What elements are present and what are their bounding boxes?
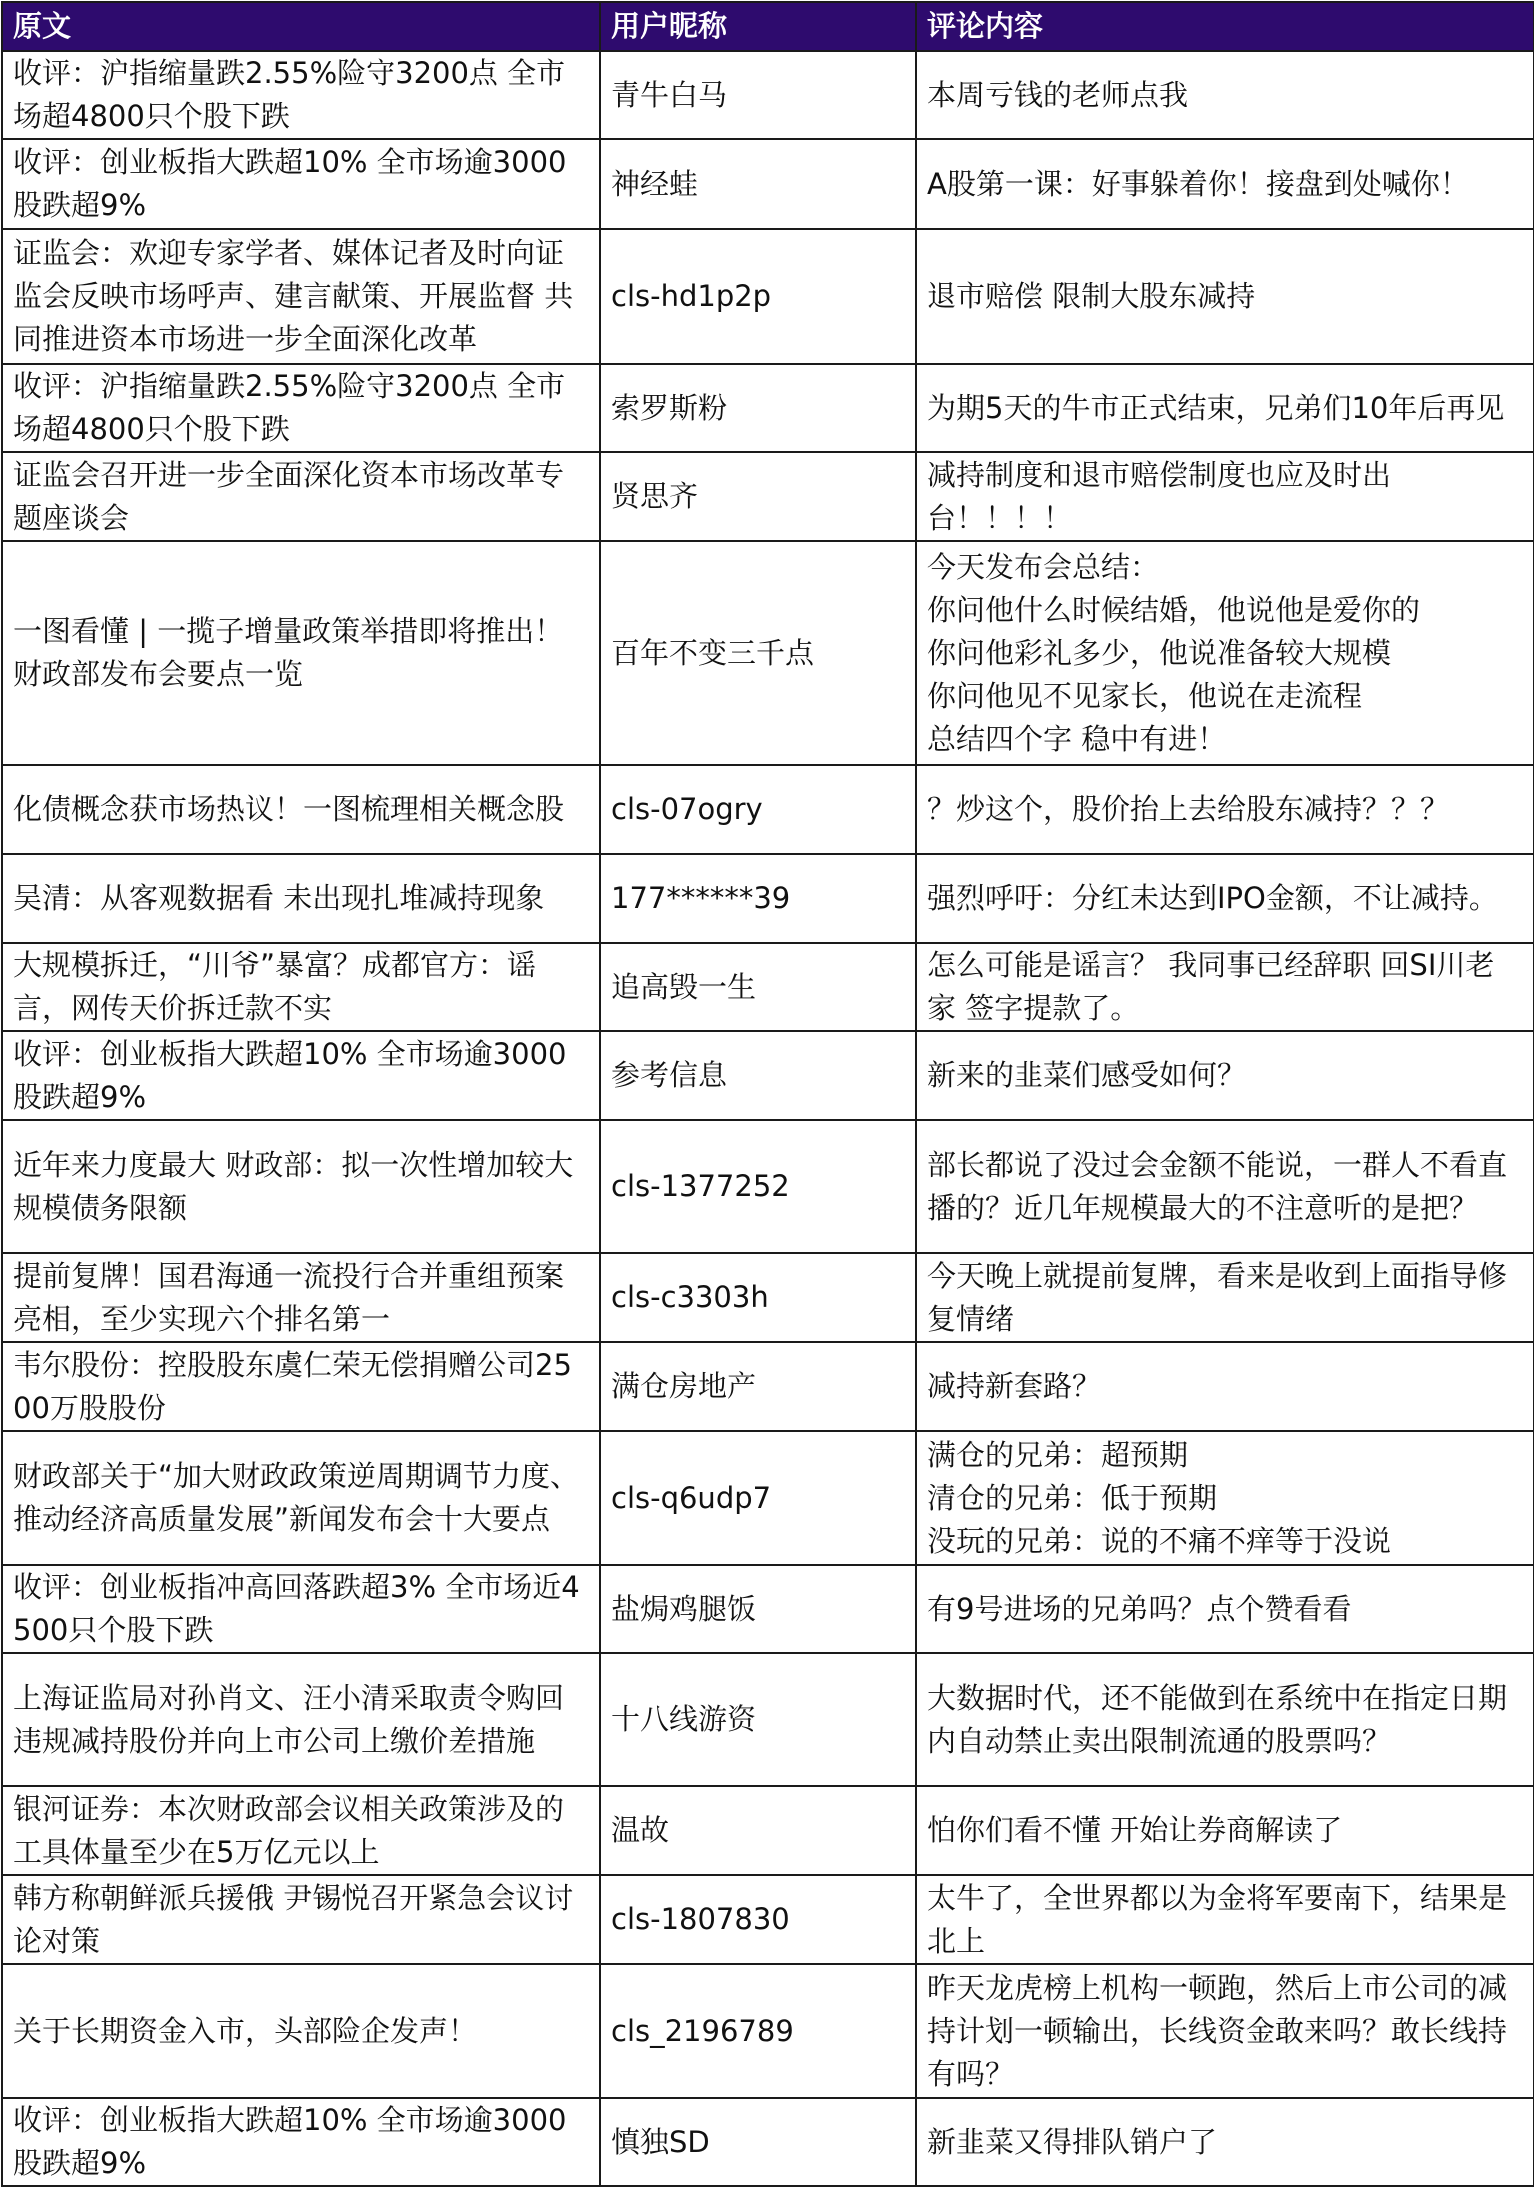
table-row: [2, 2098, 1534, 2186]
table-row: [2, 1565, 1534, 1653]
table-body: [2, 51, 1534, 2186]
table-row: [2, 364, 1534, 452]
comment-cell: 本周亏钱的老师点我: [916, 51, 1534, 139]
original-cell: 证监会召开进一步全面深化资本市场改革专题座谈会: [2, 452, 600, 541]
comment-cell: 为期5天的牛市正式结束，兄弟们10年后再见: [916, 364, 1534, 452]
comment-cell: 有9号进场的兄弟吗？点个赞看看: [916, 1565, 1534, 1653]
original-cell: 上海证监局对孙肖文、汪小清采取责令购回违规减持股份并向上市公司上缴价差措施: [2, 1653, 600, 1786]
user-cell: 温故: [600, 1786, 916, 1875]
user-cell: 追高毁一生: [600, 943, 916, 1031]
original-cell: 收评：沪指缩量跌2.55%险守3200点 全市场超4800只个股下跌: [2, 364, 600, 452]
original-cell: 收评：创业板指冲高回落跌超3% 全市场近4500只个股下跌: [2, 1565, 600, 1653]
comment-cell: ？炒这个，股价抬上去给股东减持？？？: [916, 765, 1534, 854]
table-row: [2, 1875, 1534, 1964]
user-cell: 慎独SD: [600, 2098, 916, 2186]
original-cell: 财政部关于“加大财政政策逆周期调节力度、推动经济高质量发展”新闻发布会十大要点: [2, 1431, 600, 1565]
original-cell: 近年来力度最大 财政部：拟一次性增加较大规模债务限额: [2, 1120, 600, 1253]
comment-cell: 退市赔偿 限制大股东减持: [916, 229, 1534, 364]
user-cell: 索罗斯粉: [600, 364, 916, 452]
table-row: [2, 541, 1534, 765]
comment-cell: 新韭菜又得排队销户了: [916, 2098, 1534, 2186]
original-cell: 收评：创业板指大跌超10% 全市场逾3000股跌超9%: [2, 1031, 600, 1120]
user-cell: 盐焗鸡腿饭: [600, 1565, 916, 1653]
user-cell: cls-07ogry: [600, 765, 916, 854]
comment-cell: 太牛了，全世界都以为金将军要南下，结果是北上: [916, 1875, 1534, 1964]
table-row: [2, 765, 1534, 854]
table-row: [2, 1964, 1534, 2098]
user-cell: 参考信息: [600, 1031, 916, 1120]
user-cell: 满仓房地产: [600, 1342, 916, 1431]
header-user: 用户昵称: [600, 2, 916, 51]
comment-cell: 今天晚上就提前复牌，看来是收到上面指导修复情绪: [916, 1253, 1534, 1342]
original-cell: 韩方称朝鲜派兵援俄 尹锡悦召开紧急会议讨论对策: [2, 1875, 600, 1964]
comment-cell: 新来的韭菜们感受如何？: [916, 1031, 1534, 1120]
table-row: [2, 943, 1534, 1031]
table-row: [2, 452, 1534, 541]
comment-cell: 今天发布会总结： 你问他什么时候结婚，他说他是爱你的 你问他彩礼多少，他说准备较大规模 你问他见不见家长，他说在走流程 总结四个字 稳中有进！: [916, 541, 1534, 765]
original-cell: 大规模拆迁，“川爷”暴富？成都官方：谣言，网传天价拆迁款不实: [2, 943, 600, 1031]
table-row: [2, 1342, 1534, 1431]
table-row: [2, 1031, 1534, 1120]
table-row: [2, 1786, 1534, 1875]
table-row: [2, 854, 1534, 943]
original-cell: 关于长期资金入市，头部险企发声！: [2, 1964, 600, 2098]
comment-cell: 怎么可能是谣言？ 我同事已经辞职 回SI川老家 签字提款了。: [916, 943, 1534, 1031]
comment-cell: 减持新套路？: [916, 1342, 1534, 1431]
table-row: [2, 139, 1534, 229]
comment-cell: 满仓的兄弟：超预期 清仓的兄弟：低于预期 没玩的兄弟：说的不痛不痒等于没说: [916, 1431, 1534, 1565]
header-row: [2, 2, 1534, 51]
user-cell: 177******39: [600, 854, 916, 943]
comment-cell: A股第一课：好事躲着你！接盘到处喊你！: [916, 139, 1534, 229]
table-row: [2, 1253, 1534, 1342]
table-row: [2, 51, 1534, 139]
original-cell: 收评：创业板指大跌超10% 全市场逾3000股跌超9%: [2, 2098, 600, 2186]
original-cell: 证监会：欢迎专家学者、媒体记者及时向证监会反映市场呼声、建言献策、开展监督 共同推进资本市场进一步全面深化改革: [2, 229, 600, 364]
original-cell: 一图看懂 | 一揽子增量政策举措即将推出！财政部发布会要点一览: [2, 541, 600, 765]
comment-cell: 部长都说了没过会金额不能说，一群人不看直播的？近几年规模最大的不注意听的是把？: [916, 1120, 1534, 1253]
user-cell: 百年不变三千点: [600, 541, 916, 765]
user-cell: cls_2196789: [600, 1964, 916, 2098]
table-row: [2, 229, 1534, 364]
comments-table: [1, 1, 1534, 2187]
comment-cell: 强烈呼吁：分红未达到IPO金额，不让减持。: [916, 854, 1534, 943]
user-cell: 十八线游资: [600, 1653, 916, 1786]
original-cell: 化债概念获市场热议！一图梳理相关概念股: [2, 765, 600, 854]
original-cell: 收评：沪指缩量跌2.55%险守3200点 全市场超4800只个股下跌: [2, 51, 600, 139]
user-cell: cls-c3303h: [600, 1253, 916, 1342]
header-original: 原文: [2, 2, 600, 51]
user-cell: 青牛白马: [600, 51, 916, 139]
table-row: [2, 1120, 1534, 1253]
original-cell: 收评：创业板指大跌超10% 全市场逾3000股跌超9%: [2, 139, 600, 229]
user-cell: cls-1377252: [600, 1120, 916, 1253]
comment-cell: 大数据时代，还不能做到在系统中在指定日期内自动禁止卖出限制流通的股票吗？: [916, 1653, 1534, 1786]
user-cell: cls-q6udp7: [600, 1431, 916, 1565]
user-cell: 贤思齐: [600, 452, 916, 541]
table-row: [2, 1431, 1534, 1565]
user-cell: cls-hd1p2p: [600, 229, 916, 364]
original-cell: 韦尔股份：控股股东虞仁荣无偿捐赠公司2500万股股份: [2, 1342, 600, 1431]
user-cell: 神经蛙: [600, 139, 916, 229]
comment-cell: 减持制度和退市赔偿制度也应及时出台！！！！: [916, 452, 1534, 541]
comment-cell: 昨天龙虎榜上机构一顿跑，然后上市公司的减持计划一顿输出，长线资金敢来吗？敢长线持有吗？: [916, 1964, 1534, 2098]
table-row: [2, 1653, 1534, 1786]
comment-cell: 怕你们看不懂 开始让券商解读了: [916, 1786, 1534, 1875]
user-cell: cls-1807830: [600, 1875, 916, 1964]
table-header: [2, 2, 1534, 51]
original-cell: 吴清：从客观数据看 未出现扎堆减持现象: [2, 854, 600, 943]
original-cell: 提前复牌！国君海通一流投行合并重组预案亮相，至少实现六个排名第一: [2, 1253, 600, 1342]
original-cell: 银河证券：本次财政部会议相关政策涉及的工具体量至少在5万亿元以上: [2, 1786, 600, 1875]
header-comment: 评论内容: [916, 2, 1534, 51]
